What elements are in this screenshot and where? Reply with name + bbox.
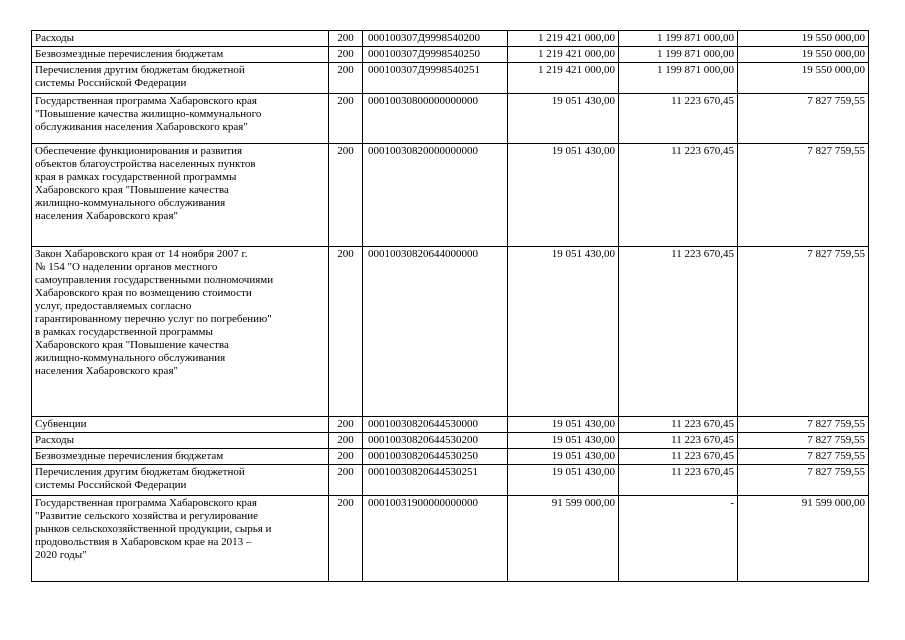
table-row: [32, 47, 869, 63]
row-unexecuted-amount: 7 827 759,55: [738, 144, 869, 247]
row-unexecuted-amount: 19 550 000,00: [738, 31, 869, 47]
row-classification-code: 00010031900000000000: [363, 496, 508, 582]
row-executed-amount: 11 223 670,45: [619, 94, 738, 144]
row-executed-amount: 11 223 670,45: [619, 417, 738, 433]
row-approved-amount: 19 051 430,00: [508, 449, 619, 465]
row-unexecuted-amount: 19 550 000,00: [738, 63, 869, 94]
row-classification-code: 000100307Д9998540200: [363, 31, 508, 47]
row-executed-amount: 11 223 670,45: [619, 247, 738, 417]
row-approved-amount: 19 051 430,00: [508, 247, 619, 417]
row-line-code: 200: [329, 144, 363, 247]
row-classification-code: 00010030820000000000: [363, 144, 508, 247]
row-approved-amount: 19 051 430,00: [508, 144, 619, 247]
table-row: [32, 247, 869, 417]
table-row: [32, 449, 869, 465]
row-name: Безвозмездные перечисления бюджетам: [32, 47, 329, 63]
row-unexecuted-amount: 7 827 759,55: [738, 247, 869, 417]
row-classification-code: 00010030820644530250: [363, 449, 508, 465]
row-approved-amount: 91 599 000,00: [508, 496, 619, 582]
table-row: [32, 433, 869, 449]
row-name: Расходы: [32, 433, 329, 449]
row-line-code: 200: [329, 465, 363, 496]
row-name: Расходы: [32, 31, 329, 47]
row-name: Перечисления другим бюджетам бюджетной системы Российской Федерации: [32, 465, 329, 496]
row-approved-amount: 1 219 421 000,00: [508, 47, 619, 63]
table-row: [32, 31, 869, 47]
row-unexecuted-amount: 7 827 759,55: [738, 449, 869, 465]
row-name: Перечисления другим бюджетам бюджетной системы Российской Федерации: [32, 63, 329, 94]
row-line-code: 200: [329, 247, 363, 417]
row-approved-amount: 1 219 421 000,00: [508, 63, 619, 94]
table-row: [32, 94, 869, 144]
row-classification-code: 00010030820644530200: [363, 433, 508, 449]
row-approved-amount: 19 051 430,00: [508, 417, 619, 433]
row-line-code: 200: [329, 94, 363, 144]
row-classification-code: 000100307Д9998540251: [363, 63, 508, 94]
row-unexecuted-amount: 19 550 000,00: [738, 47, 869, 63]
row-line-code: 200: [329, 63, 363, 94]
row-classification-code: 00010030820644530251: [363, 465, 508, 496]
row-approved-amount: 19 051 430,00: [508, 94, 619, 144]
row-classification-code: 00010030820644530000: [363, 417, 508, 433]
row-name: Закон Хабаровского края от 14 ноября 2007 г. № 154 "О наделении органов местного самоуправления государственными полномочиями Хабаровского края по возмещению стоимости услуг, предоставляемых согласно гарантированному перечню услуг по погребению" в рамках государственной программы Хабаровского края "Повышение качества жилищно-коммунального обслуживания населения Хабаровского края": [32, 247, 329, 417]
row-name: Безвозмездные перечисления бюджетам: [32, 449, 329, 465]
row-classification-code: 00010030820644000000: [363, 247, 508, 417]
row-executed-amount: 1 199 871 000,00: [619, 47, 738, 63]
row-executed-amount: 11 223 670,45: [619, 465, 738, 496]
row-name: Обеспечение функционирования и развития объектов благоустройства населенных пунктов края в рамках государственной программы Хабаровского края "Повышение качества жилищно-коммунального обслуживания населения Хабаровского края": [32, 144, 329, 247]
row-unexecuted-amount: 7 827 759,55: [738, 417, 869, 433]
budget-execution-table: [31, 30, 869, 582]
row-approved-amount: 1 219 421 000,00: [508, 31, 619, 47]
row-unexecuted-amount: 7 827 759,55: [738, 465, 869, 496]
budget-table-container: [31, 30, 868, 582]
row-unexecuted-amount: 91 599 000,00: [738, 496, 869, 582]
row-line-code: 200: [329, 433, 363, 449]
table-row: [32, 144, 869, 247]
row-executed-amount: -: [619, 496, 738, 582]
row-unexecuted-amount: 7 827 759,55: [738, 433, 869, 449]
row-line-code: 200: [329, 417, 363, 433]
row-executed-amount: 11 223 670,45: [619, 144, 738, 247]
row-unexecuted-amount: 7 827 759,55: [738, 94, 869, 144]
row-line-code: 200: [329, 449, 363, 465]
row-executed-amount: 1 199 871 000,00: [619, 63, 738, 94]
row-executed-amount: 11 223 670,45: [619, 449, 738, 465]
row-name: Субвенции: [32, 417, 329, 433]
row-line-code: 200: [329, 31, 363, 47]
row-name: Государственная программа Хабаровского края "Развитие сельского хозяйства и регулирование рынков сельскохозяйственной продукции, сырья и продовольствия в Хабаровском крае на 2013 – 2020 годы": [32, 496, 329, 582]
row-approved-amount: 19 051 430,00: [508, 465, 619, 496]
row-name: Государственная программа Хабаровского края "Повышение качества жилищно-коммунального обслуживания населения Хабаровского края": [32, 94, 329, 144]
table-row: [32, 63, 869, 94]
row-executed-amount: 1 199 871 000,00: [619, 31, 738, 47]
row-line-code: 200: [329, 47, 363, 63]
row-executed-amount: 11 223 670,45: [619, 433, 738, 449]
row-classification-code: 00010030800000000000: [363, 94, 508, 144]
row-approved-amount: 19 051 430,00: [508, 433, 619, 449]
row-classification-code: 000100307Д9998540250: [363, 47, 508, 63]
table-row: [32, 496, 869, 582]
table-row: [32, 417, 869, 433]
table-row: [32, 465, 869, 496]
row-line-code: 200: [329, 496, 363, 582]
